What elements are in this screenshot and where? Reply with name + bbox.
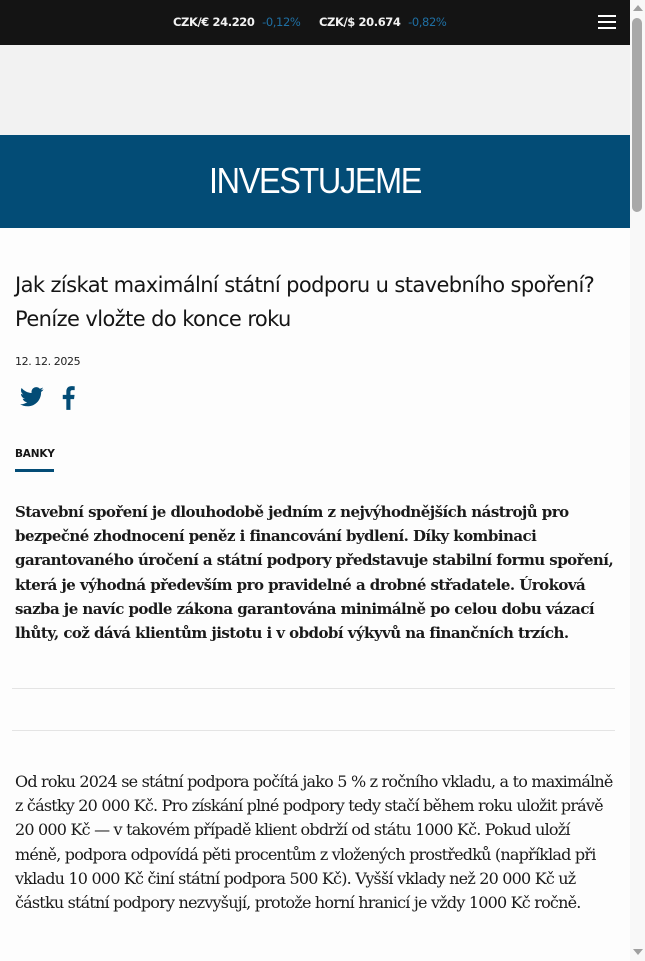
ticker-pair: CZK/$ [319,15,355,29]
ad-placeholder [0,45,630,135]
top-bar [0,0,630,45]
ticker-change: -0,82% [408,15,447,29]
divider [12,730,615,731]
vertical-scrollbar[interactable] [630,0,645,961]
divider [12,688,615,689]
scroll-down-arrow-icon[interactable] [633,949,643,955]
facebook-icon[interactable] [62,386,76,410]
twitter-icon[interactable] [20,386,45,410]
ticker-pair: CZK/€ [173,15,209,29]
category-tag[interactable]: BANKY [15,448,55,460]
menu-line [598,21,616,23]
article-date: 12. 12. 2025 [15,355,81,368]
ticker-value: 20.674 [358,15,401,29]
menu-line [598,15,616,17]
menu-line [598,27,616,29]
ticker-czk-usd [319,15,446,29]
hamburger-menu-icon[interactable] [596,12,618,32]
ticker-value: 24.220 [212,15,255,29]
category-underline [15,469,54,472]
article-paragraph: Od roku 2024 se státní podpora počítá jako 5 % z ročního vkladu, a to maximálně z částky 20 000 Kč. Pro získání plné podpory tedy stačí během roku uložit právě 20 000 Kč — v takovém případě klient obdrží od státu 1000 Kč. Pokud uloží méně, podpora odpovídá pěti procentům z vložených prostředků (například při vkladu 10 000 Kč činí státní podpora 500 Kč). Vyšší vklady než 20 000 Kč už částku státní podpory nezvyšují, protože horní hranicí je vždy 1000 Kč ročně. [15,772,613,913]
article-headline: Jak získat maximální státní podporu u stavebního spoření? Peníze vložte do konce roku [15,273,595,331]
section-logo[interactable]: INVESTUJEME [208,160,421,201]
scroll-thumb[interactable] [632,18,642,212]
ticker-change: -0,12% [262,15,301,29]
article-lead: Stavební spoření je dlouhodobě jedním z nejvýhodnějších nástrojů pro bezpečné zhodnocení peněz i financování bydlení. Díky kombinaci garantovaného úročení a státní podpory představuje stabilní formu spoření, která je výhodná především pro pravidelné a drobné střadatele. Úroková sazba je navíc podle zákona garantována minimálně po celou dobu vázací lhůty, což dává klientům jistotu i v období výkyvů na finančních trzích. [15,503,614,643]
ticker-czk-eur [173,15,300,29]
scroll-up-arrow-icon[interactable] [633,5,643,11]
